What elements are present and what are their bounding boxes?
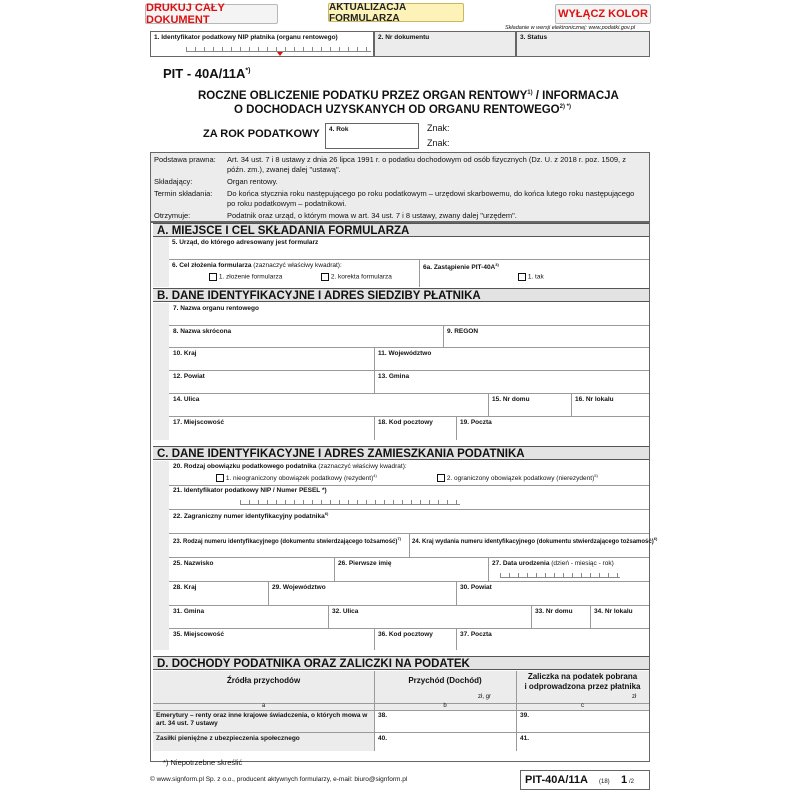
field-nip[interactable]: 1. Identyfikator podatkowy NIP płatnika (organu rentowego) bbox=[150, 31, 374, 57]
field-org-name[interactable]: 7. Nazwa organu rentowego bbox=[173, 305, 259, 312]
field-c-voivodeship[interactable]: 29. Województwo bbox=[272, 584, 326, 591]
field-38[interactable] bbox=[375, 711, 516, 732]
field-tax-obligation: 20. Rodzaj obowiązku podatkowego podatnika (zaznaczyć właściwy kwadrat): bbox=[173, 463, 407, 470]
red-marker-icon bbox=[277, 52, 283, 56]
field-short-name[interactable]: 8. Nazwa skrócona bbox=[173, 328, 232, 335]
field-c-apartment-number[interactable]: 34. Nr lokalu bbox=[594, 608, 633, 615]
field-c-country[interactable]: 28. Kraj bbox=[173, 584, 197, 591]
field-post-office[interactable]: 19. Poczta bbox=[460, 419, 492, 426]
nip-pesel-input-guides bbox=[240, 500, 460, 505]
row-benefits-label: Zasiłki pieniężne z ubezpieczenia społecznego bbox=[156, 735, 300, 742]
field-41[interactable] bbox=[517, 733, 649, 751]
electronic-filing-note: Składanie w wersji elektronicznej: www.podatki.gov.pl bbox=[505, 25, 636, 31]
field-year[interactable]: 4. Rok bbox=[325, 123, 419, 149]
update-form-button[interactable]: AKTUALIZACJA FORMULARZA bbox=[328, 3, 464, 22]
checkbox-icon bbox=[321, 273, 329, 281]
field-c-street[interactable]: 32. Ulica bbox=[332, 608, 359, 615]
obligation-option-resident[interactable]: 1. nieograniczony obowiązek podatkowy (rezydent)$^{4)}$ bbox=[216, 473, 377, 482]
form-title-line2: O DOCHODACH UZYSKANYCH OD ORGANU $RENTOWEGO^{2) *)}$ bbox=[234, 104, 571, 116]
field-id-type[interactable]: 23. Rodzaj numeru identyfikacyjnego (dokumentu stwierdzającego tożsamość)$^{7)}$ bbox=[173, 536, 401, 545]
info-block: Podstawa prawna: Art. 34 ust. 7 i 8 ustawy z dnia 26 lipca 1991 r. o podatku dochodowym od osób fizycznych (Dz. U. z 2018 r. poz. 1509, z późn. zm.), zwanej dalej "ustawą". Składający: Organ rentowy. Termin składania: Do końca stycznia roku następującego po roku podatkowym – urzędowi skarbowemu, do końca lutego roku następującego po roku podatkowym – podatnikowi. Otrzymuje: Podatnik oraz urząd, o którym mowa w art. 34 ust. 7 i 8 ustawy, zwany dalej "urzędem". bbox=[150, 152, 650, 222]
field-country[interactable]: 10. Kraj bbox=[173, 350, 197, 357]
field-c-city[interactable]: 35. Miejscowość bbox=[173, 631, 224, 638]
znak-label-1: Znak: bbox=[427, 123, 450, 133]
field-c-house-number[interactable]: 33. Nr domu bbox=[535, 608, 573, 615]
field-first-name[interactable]: 26. Pierwsze imię bbox=[338, 560, 392, 567]
purpose-option-2[interactable]: 2. korekta formularza bbox=[321, 273, 392, 281]
field-c-municipality[interactable]: 31. Gmina bbox=[173, 608, 205, 615]
field-purpose: 6. Cel złożenia formularza (zaznaczyć właściwy kwadrat): 1. złożenie formularza 2. korekta formularza bbox=[169, 260, 419, 286]
field-40[interactable] bbox=[375, 733, 516, 751]
checkbox-icon bbox=[518, 273, 526, 281]
section-b-title: B. DANE IDENTYFIKACYJNE I ADRES SIEDZIBY PŁATNIKA bbox=[153, 288, 649, 302]
row-pensions-label: Emerytury – renty oraz inne krajowe świadczenia, o których mowa w art. 34 ust. 7 ustawy bbox=[156, 712, 368, 727]
section-a-title: A. MIEJSCE I CEL SKŁADANIA FORMULARZA bbox=[153, 223, 649, 237]
checkbox-icon bbox=[437, 474, 445, 482]
znak-label-2: Znak: bbox=[427, 138, 450, 148]
field-voivodeship[interactable]: 11. Województwo bbox=[378, 350, 432, 357]
tax-year-label: ZA ROK PODATKOWY bbox=[203, 128, 320, 140]
obligation-option-nonresident[interactable]: 2. ograniczony obowiązek podatkowy (nierezydent)$^{5)}$ bbox=[437, 473, 598, 482]
field-county[interactable]: 12. Powiat bbox=[173, 373, 205, 380]
birth-date-input-guides bbox=[500, 573, 620, 578]
print-all-button[interactable]: DRUKUJ CAŁY DOKUMENT bbox=[145, 4, 278, 24]
field-office[interactable]: 5. Urząd, do którego adresowany jest formularz bbox=[169, 237, 649, 260]
footnote: *) Niepotrzebne skreślić bbox=[163, 758, 243, 767]
field-id-country[interactable]: 24. Kraj wydania numeru identyfikacyjnego (dokumentu stwierdzającego tożsamość)$^{6)}$ bbox=[412, 536, 658, 545]
col-header-advance: Zaliczka na podatek pobrana i odprowadzona przez płatnika bbox=[524, 672, 641, 691]
field-birth-date[interactable]: 27. Data urodzenia (dzień - miesiąc - rok) bbox=[492, 560, 614, 567]
field-c-county[interactable]: 30. Powiat bbox=[460, 584, 492, 591]
field-status: 3. Status bbox=[516, 31, 650, 57]
purpose-option-1[interactable]: 1. złożenie formularza bbox=[209, 273, 282, 281]
field-taxpayer-nip[interactable]: 21. Identyfikator podatkowy NIP / Numer PESEL *) bbox=[173, 487, 327, 494]
field-replacement: 6a. Zastąpienie PIT-$40A^{3)}$ 1. tak bbox=[420, 260, 649, 286]
replacement-option-yes[interactable]: 1. tak bbox=[518, 273, 544, 281]
checkbox-icon bbox=[209, 273, 217, 281]
field-municipality[interactable]: 13. Gmina bbox=[378, 373, 410, 380]
color-off-button[interactable]: WYŁĄCZ KOLOR bbox=[555, 4, 651, 24]
section-d-title: D. DOCHODY PODATNIKA ORAZ ZALICZKI NA PODATEK bbox=[153, 656, 649, 670]
form-title-line1: ROCZNE OBLICZENIE PODATKU PRZEZ ORGAN RENTOWY$^{1)}$ / INFORMACJA bbox=[198, 90, 619, 102]
field-last-name[interactable]: 25. Nazwisko bbox=[173, 560, 214, 567]
field-39[interactable] bbox=[517, 711, 649, 732]
form-code: PIT - 40A/11A*) bbox=[163, 66, 251, 81]
field-c-postal-code[interactable]: 36. Kod pocztowy bbox=[378, 631, 433, 638]
footer-form-code: PIT-40A/11A (18) 1 /2 bbox=[520, 770, 650, 790]
field-postal-code[interactable]: 18. Kod pocztowy bbox=[378, 419, 433, 426]
col-header-income: Przychód (Dochód) bbox=[408, 676, 482, 685]
field-apartment-number[interactable]: 16. Nr lokalu bbox=[575, 396, 614, 403]
col-header-sources: Źródła przychodów bbox=[226, 676, 301, 685]
field-city[interactable]: 17. Miejscowość bbox=[173, 419, 224, 426]
copyright-text: © www.signform.pl Sp. z o.o., producent aktywnych formularzy, e-mail: biuro@signform.pl bbox=[150, 776, 408, 783]
field-regon[interactable]: 9. REGON bbox=[447, 328, 479, 335]
section-c-title: C. DANE IDENTYFIKACYJNE I ADRES ZAMIESZKANIA PODATNIKA bbox=[153, 446, 649, 460]
field-street[interactable]: 14. Ulica bbox=[173, 396, 200, 403]
field-foreign-id[interactable]: 22. Zagraniczny numer identyfikacyjny podatnika$^{6)}$ bbox=[173, 511, 329, 521]
checkbox-icon bbox=[216, 474, 224, 482]
field-doc-number: 2. Nr dokumentu bbox=[374, 31, 516, 57]
field-c-post-office[interactable]: 37. Poczta bbox=[460, 631, 492, 638]
field-house-number[interactable]: 15. Nr domu bbox=[492, 396, 530, 403]
